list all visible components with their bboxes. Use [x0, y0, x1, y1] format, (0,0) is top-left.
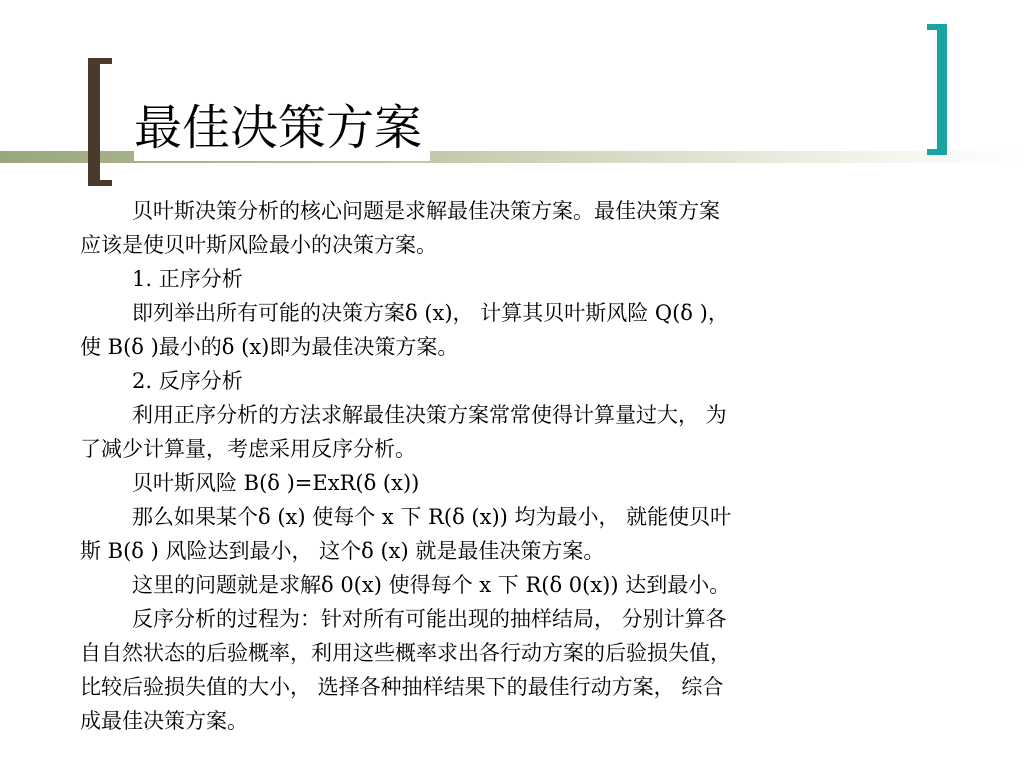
formula-line: 贝叶斯风险 B(δ )=ExR(δ (x)) — [132, 471, 420, 495]
body-line: 这里的问题就是求解δ 0(x) 使得每个 x 下 R(δ 0(x)) 达到最小。 — [132, 573, 731, 597]
body-line: 利用正序分析的方法求解最佳决策方案常常使得计算量过大， 为 — [132, 403, 727, 427]
body-line: 自自然状态的后验概率，利用这些概率求出各行动方案的后验损失值， — [80, 641, 731, 665]
body-line: 反序分析的过程为：针对所有可能出现的抽样结局， 分别计算各 — [132, 607, 727, 631]
body-line: 了减少计算量，考虑采用反序分析。 — [80, 437, 416, 461]
slide-title: 最佳决策方案 — [134, 95, 430, 161]
body-line: 即列举出所有可能的决策方案δ (x)， 计算其贝叶斯风险 Q(δ )， — [132, 301, 729, 325]
section-heading-forward: 1. 正序分析 — [132, 267, 243, 291]
slide-body — [80, 194, 880, 738]
body-line: 使 B(δ )最小的δ (x)即为最佳决策方案。 — [80, 335, 459, 359]
body-line: 斯 B(δ ) 风险达到最小， 这个δ (x) 就是最佳决策方案。 — [80, 539, 605, 563]
body-line: 成最佳决策方案。 — [80, 709, 248, 733]
body-line: 贝叶斯决策分析的核心问题是求解最佳决策方案。最佳决策方案 — [132, 199, 720, 223]
section-heading-reverse: 2. 反序分析 — [132, 369, 243, 393]
body-line: 比较后验损失值的大小， 选择各种抽样结果下的最佳行动方案， 综合 — [80, 675, 724, 699]
body-line: 那么如果某个δ (x) 使每个 x 下 R(δ (x)) 均为最小， 就能使贝叶 — [132, 505, 732, 529]
body-line: 应该是使贝叶斯风险最小的决策方案。 — [80, 233, 437, 257]
